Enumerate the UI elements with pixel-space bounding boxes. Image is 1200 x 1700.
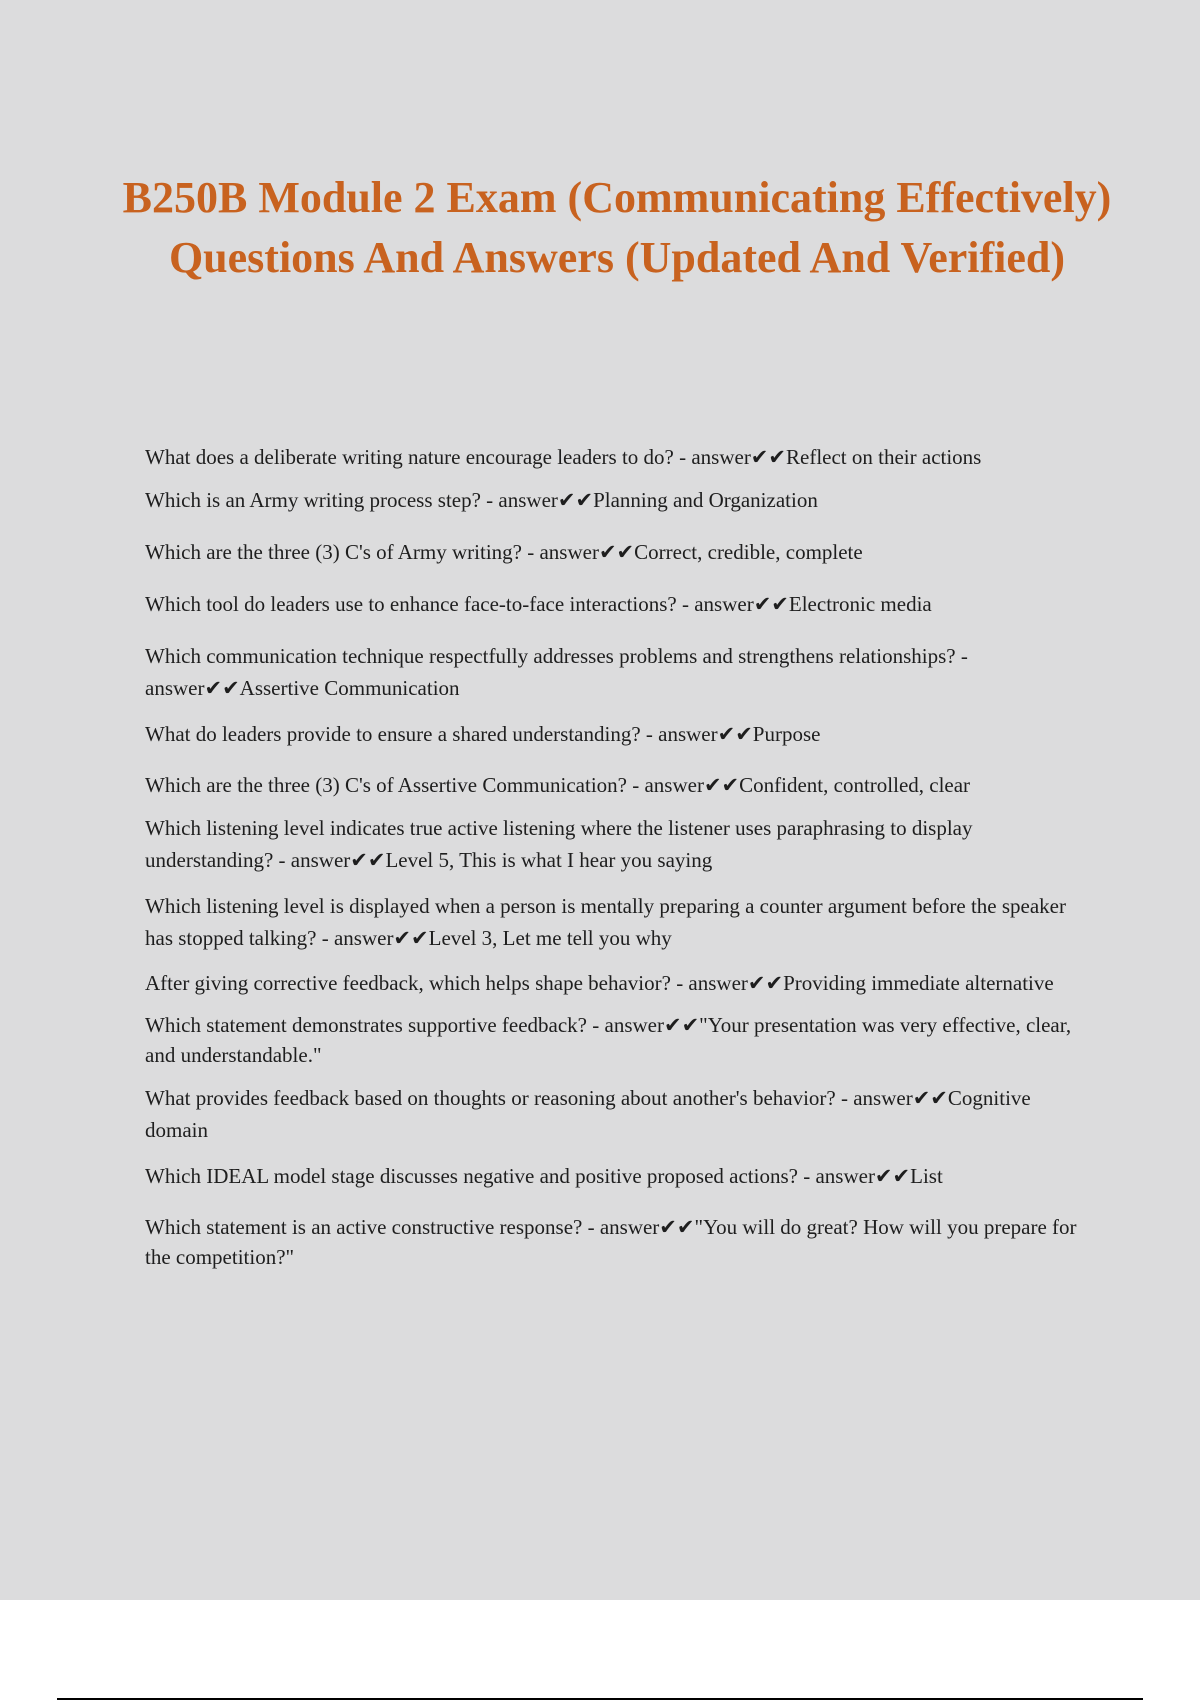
qa-item-14: Which statement is an active constructive response? - answer✔✔"You will do great? How will you prepare for the competition?" bbox=[145, 1215, 1077, 1269]
qa-item-7: Which are the three (3) C's of Assertive Communication? - answer✔✔Confident, controlled, clear bbox=[145, 773, 971, 797]
qa-item-11: Which statement demonstrates supportive feedback? - answer✔✔"Your presentation was very effective, clear, and understandable." bbox=[145, 1013, 1072, 1067]
qa-item-1: What does a deliberate writing nature encourage leaders to do? - answer✔✔Reflect on their actions bbox=[145, 445, 982, 469]
qa-item-2: Which is an Army writing process step? - answer✔✔Planning and Organization bbox=[145, 488, 818, 512]
qa-item-5: Which communication technique respectfully addresses problems and strengthens relationships? - answer✔✔Assertive Communication bbox=[145, 644, 968, 700]
qa-item-13: Which IDEAL model stage discusses negative and positive proposed actions? - answer✔✔List bbox=[145, 1164, 943, 1188]
qa-item-10: After giving corrective feedback, which helps shape behavior? - answer✔✔Providing immediate alternative bbox=[145, 971, 1054, 995]
qa-item-9: Which listening level is displayed when a person is mentally preparing a counter argument before the speaker has stopped talking? - answer✔✔Level 3, Let me tell you why bbox=[145, 894, 1066, 950]
document-title: B250B Module 2 Exam (Communicating Effectively) Questions And Answers (Updated And Verified) bbox=[122, 173, 1112, 282]
qa-item-4: Which tool do leaders use to enhance face-to-face interactions? - answer✔✔Electronic media bbox=[145, 592, 932, 616]
qa-item-8: Which listening level indicates true active listening where the listener uses paraphrasing to display understanding? - answer✔✔Level 5, This is what I hear you saying bbox=[145, 816, 973, 872]
qa-item-12: What provides feedback based on thoughts or reasoning about another's behavior? - answer✔✔Cognitive domain bbox=[145, 1086, 1031, 1142]
qa-list bbox=[145, 442, 1090, 1284]
qa-item-3: Which are the three (3) C's of Army writing? - answer✔✔Correct, credible, complete bbox=[145, 540, 863, 564]
qa-item-6: What do leaders provide to ensure a shared understanding? - answer✔✔Purpose bbox=[145, 722, 821, 746]
